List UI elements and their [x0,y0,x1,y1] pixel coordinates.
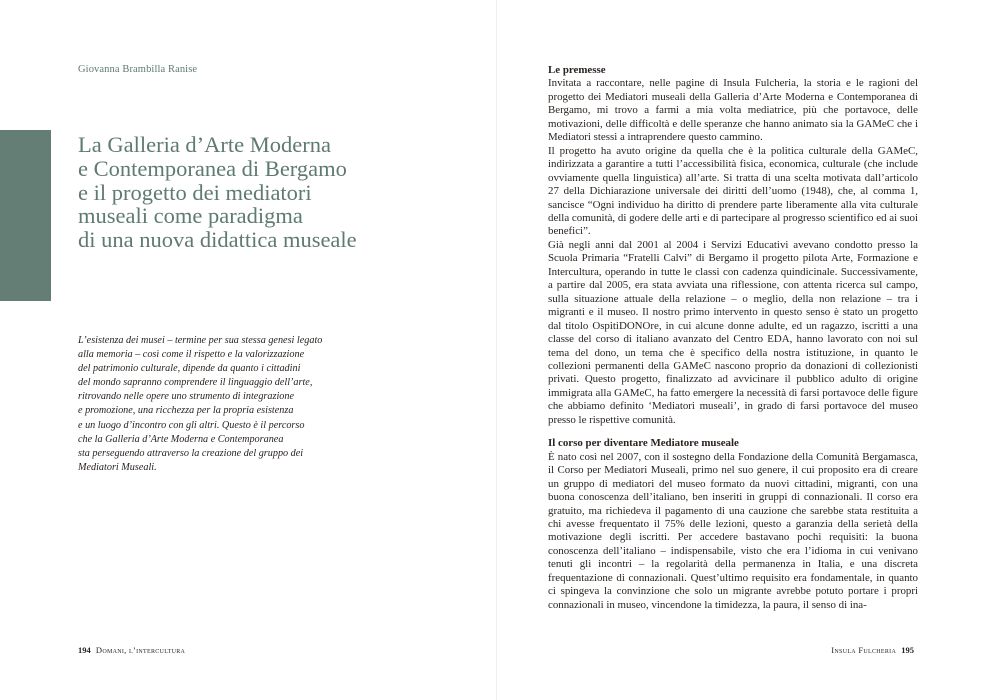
title-line: museali come paradigma [78,203,303,229]
title-line: La Galleria d’Arte Moderna [78,132,332,157]
accent-color-block [0,130,51,301]
folio-right [831,645,914,655]
page-number-right: 195 [901,645,914,655]
abstract-line: del patrimonio culturale, dipende da quanto i cittadini [78,363,301,375]
article-body [548,64,918,612]
abstract-line: L’esistenza dei musei – termine per sua stessa genesi legato [78,335,323,346]
page-gutter [496,0,497,700]
title-line: e Contemporanea di Bergamo [78,155,347,181]
abstract-line: del mondo sapranno comprendere il linguaggio dell’arte, [78,377,313,389]
abstract-line: sta perseguendo attraverso la creazione del gruppo dei [78,447,304,459]
article-title [78,133,478,252]
body-paragraph: Invitata a raccontare, nelle pagine di Insula Fulcheria, la storia e le ragioni del progetto dei Mediatori museali della Galleria d’Arte Moderna e Contemporanea di Bergamo, mi trovo a farmi a mia volta mediatrice, più che portavoce, delle motivazioni, delle difficoltà e delle speranze che hanno animato sia la GAMeC che i Mediatori stessi a intraprendere questo cammino. [548,77,918,144]
author-name: Giovanna Brambilla Ranise [78,64,198,75]
section-heading-premesse: Le premesse [548,64,606,76]
body-paragraph: Il progetto ha avuto origine da quella che è la politica culturale della GAMeC, indirizzata a garantire a tutti l’accessibilità fisica, economica, culturale (che include ovviamente quella linguistica) all’arte. Si tratta di una scelta motivata dall’articolo 27 della Dichiarazione universale dei diritti dell’uomo (1948), che, al comma 1, sancisce “Ogni individuo ha diritto di prendere parte liberamente alla vita culturale della comunità, di godere delle arti e di partecipare al progresso scientifico ed ai suoi benefici”. [548,144,918,238]
body-paragraph: È nato così nel 2007, con il sostegno della Fondazione della Comunità Bergamasca, il Corso per Mediatori Museali, primo nel suo genere, il cui proposito era di creare un gruppo di mediatori del museo formato da nuovi cittadini, migranti, con una buona conoscenza dell’italiano, ben inseriti in gruppi di connazionali. Il corso era gratuito, ma richiedeva il pagamento di una cauzione che sarebbe stata restituita a chi avesse frequentato il 75% delle lezioni, questo a garanzia della serietà della motivazione degli iscritti. Per accedere bastavano pochi requisiti: la buona conoscenza dell’italiano – indispensabile, visto che era l’idioma in cui venivano tenuti gli incontri – la regolarità della permanenza in Italia, e una discreta frequentazione di connazionali. Quest’ultimo requisito era fondamentale, in quanto ci spingeva la convinzione che solo un migrante avrebbe potuto portare i propri connazionali in museo, vincendone la timidezza, la paura, il senso di ina- [548,450,918,611]
folio-left [78,645,185,655]
abstract-line: ritrovando nelle opere uno strumento di integrazione [78,391,294,403]
article-abstract [78,334,348,475]
abstract-line: Mediatori Museali. [78,461,157,473]
abstract-line: alla memoria – così come il rispetto e la valorizzazione [78,349,305,361]
title-line: di una nuova didattica museale [78,227,357,253]
abstract-line: e un luogo d’incontro con gli altri. Questo è il percorso [78,419,305,431]
running-head-left: Domani, l’intercultura [95,645,186,655]
title-line: e il progetto dei mediatori [78,179,312,205]
body-paragraph: Già negli anni dal 2001 al 2004 i Servizi Educativi avevano condotto presso la Scuola Primaria “Fratelli Calvi” di Bergamo il progetto pilota Arte, Formazione e Intercultura, operando in tutte le classi con cadenza quindicinale. Successivamente, a partire dal 2005, era stata avviata una riflessione, con attenta ricerca sul campo, sulla situazione attuale della relazione – o meglio, della non relazione – tra i migranti e il museo. Il nostro primo intervento in questo senso è stato un progetto dal titolo OspitiDONOre, in cui alcune donne adulte, ed un ragazzo, iscritti a una classe del corso di italiano avanzato del Centro EDA, hanno lavorato con noi sul tema del dono, un tema che è specifico della nostra istituzione, in quanto le collezioni permanenti della GAMeC nascono proprio da donazioni di collezionisti privati. Questo progetto, finalizzato ad avvicinare il pubblico adulto di origine immigrata alla GAMeC, ha fatto emergere la necessità di farsi portavoce delle figure che abbiamo definito ‘Mediatori museali’, in grado di farsi portavoce del museo presso le rispettive comunità. [548,238,918,426]
abstract-line: e promozione, una ricchezza per la propria esistenza [78,405,294,417]
page-number-left: 194 [78,645,91,655]
running-head-right: Insula Fulcheria [831,645,897,655]
section-heading-corso: Il corso per diventare Mediatore museale [548,437,739,450]
abstract-line: che la Galleria d’Arte Moderna e Contemporanea [78,433,284,445]
